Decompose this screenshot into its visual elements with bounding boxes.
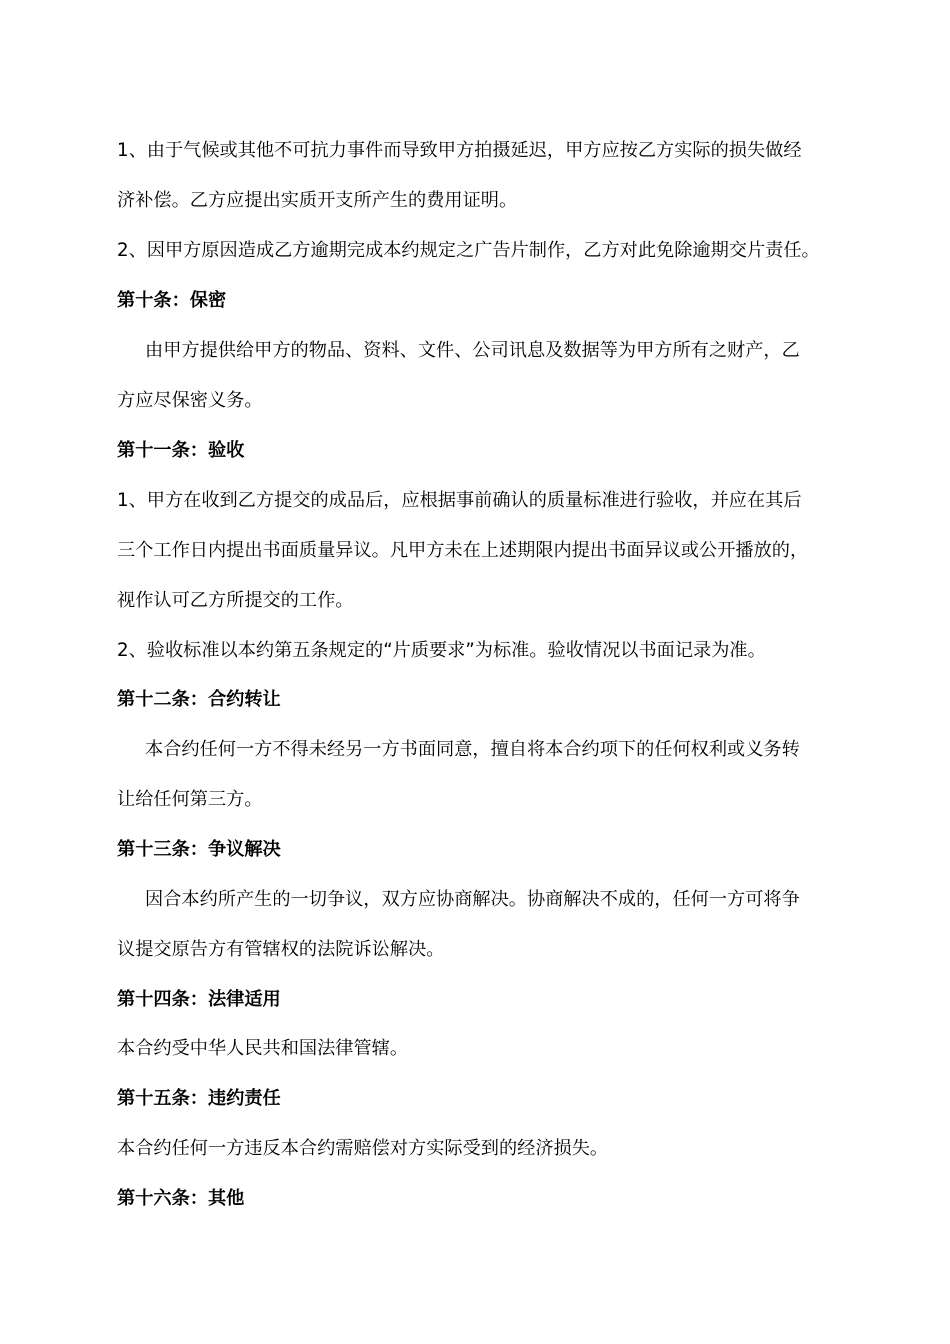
clause-9-item-1-line-2: 济补偿。乙方应提出实质开支所产生的费用证明。 (117, 190, 518, 211)
clause-10-para-line-1: 由甲方提供给甲方的物品、资料、文件、公司讯息及数据等为甲方所有之财产，乙 (145, 340, 800, 361)
clause-15-para: 本合约任何一方违反本合约需赔偿对方实际受到的经济损失。 (117, 1138, 609, 1159)
clause-13-para-line-1: 因合本约所产生的一切争议，双方应协商解决。协商解决不成的，任何一方可将争 (145, 889, 800, 910)
clause-11-item-1-line-2: 三个工作日内提出书面质量异议。凡甲方未在上述期限内提出书面异议或公开播放的， (117, 540, 809, 561)
heading-clause-12: 第十二条：合约转让 (117, 689, 281, 710)
heading-clause-16: 第十六条：其他 (117, 1188, 245, 1209)
heading-clause-10: 第十条：保密 (117, 290, 227, 311)
heading-clause-13: 第十三条：争议解决 (117, 839, 281, 860)
heading-clause-11: 第十一条：验收 (117, 440, 245, 461)
clause-9-item-2: 2、因甲方原因造成乙方逾期完成本约规定之广告片制作，乙方对此免除逾期交片责任。 (117, 240, 820, 261)
clause-13-para-line-2: 议提交原告方有管辖权的法院诉讼解决。 (117, 939, 445, 960)
heading-clause-14: 第十四条：法律适用 (117, 989, 281, 1010)
heading-clause-15: 第十五条：违约责任 (117, 1088, 281, 1109)
clause-12-para-line-2: 让给任何第三方。 (117, 789, 263, 810)
clause-11-item-2: 2、验收标准以本约第五条规定的“片质要求”为标准。验收情况以书面记录为准。 (117, 640, 766, 661)
clause-11-item-1-line-3: 视作认可乙方所提交的工作。 (117, 590, 354, 611)
clause-9-item-1-line-1: 1、由于气候或其他不可抗力事件而导致甲方拍摄延迟，甲方应按乙方实际的损失做经 (117, 140, 802, 161)
clause-11-item-1-line-1: 1、甲方在收到乙方提交的成品后，应根据事前确认的质量标准进行验收，并应在其后 (117, 490, 802, 511)
clause-10-para-line-2: 方应尽保密义务。 (117, 390, 263, 411)
clause-12-para-line-1: 本合约任何一方不得未经另一方书面同意，擅自将本合约项下的任何权利或义务转 (145, 739, 800, 760)
clause-14-para: 本合约受中华人民共和国法律管辖。 (117, 1038, 409, 1059)
